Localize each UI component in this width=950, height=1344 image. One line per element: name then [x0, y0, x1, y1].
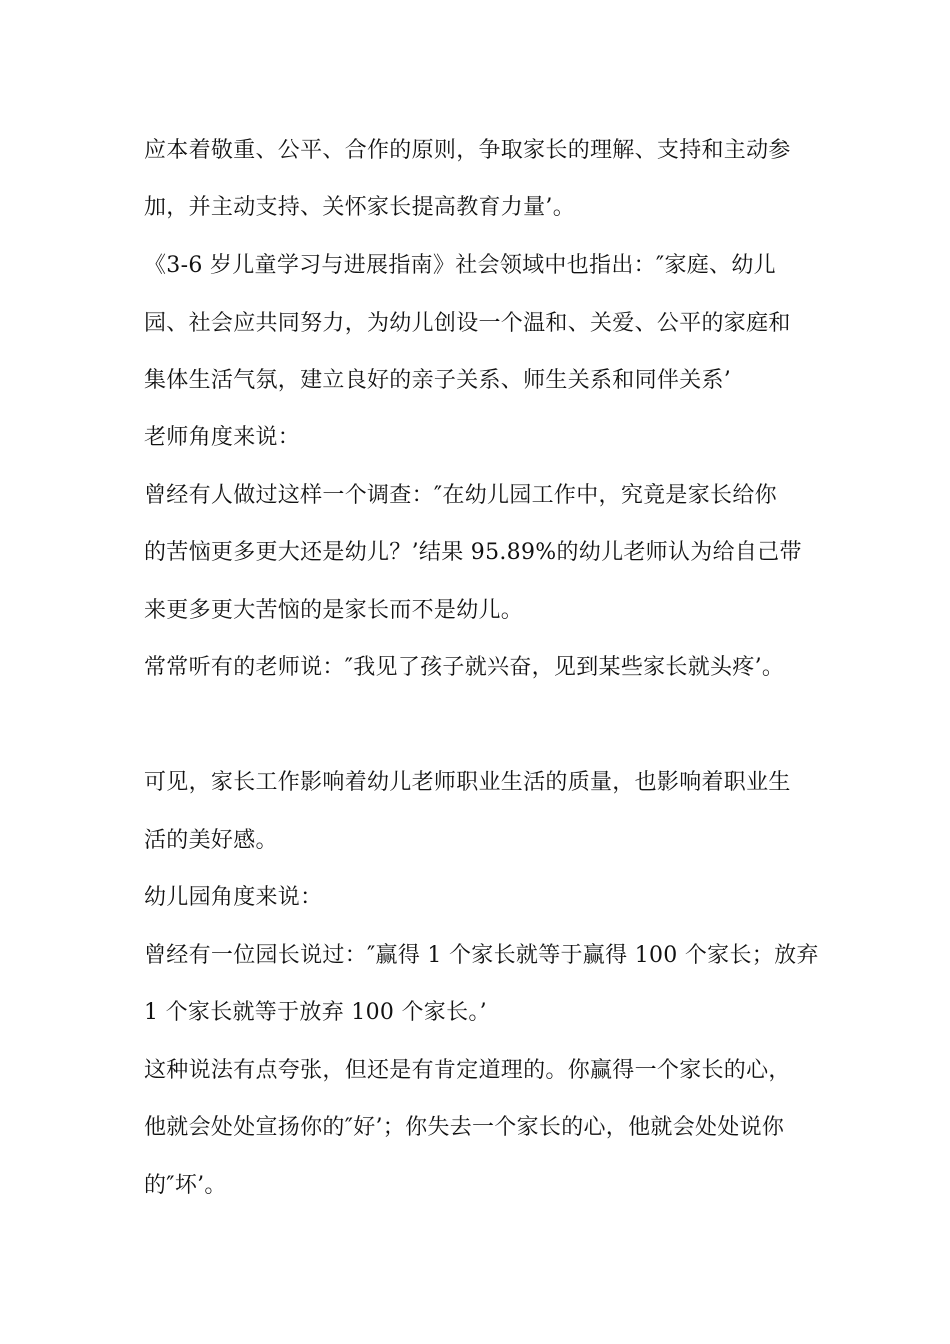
section-heading: 老师角度来说： — [144, 425, 301, 450]
text-line: 1 个家长就等于放弃 100 个家长。’ — [144, 1000, 487, 1025]
text-line: 他就会处处宣扬你的″好’；你失去一个家长的心，他就会处处说你 — [144, 1115, 785, 1140]
text-line: 活的美好感。 — [144, 828, 278, 853]
text-line: 集体生活气氛，建立良好的亲子关系、师生关系和同伴关系’ — [144, 368, 732, 393]
text-line: 曾经有一位园长说过：″赢得 1 个家长就等于赢得 100 个家长；放弃 — [144, 943, 819, 968]
text-line: 的″坏’。 — [144, 1173, 227, 1198]
text-line: 这种说法有点夸张，但还是有肯定道理的。你赢得一个家长的心， — [144, 1058, 791, 1083]
text-line: 《3-6 岁儿童学习与进展指南》社会领域中也指出：″家庭、幼儿 — [144, 253, 776, 278]
text-line: 来更多更大苦恼的是家长而不是幼儿。 — [144, 598, 524, 623]
text-line: 曾经有人做过这样一个调查：″在幼儿园工作中，究竟是家长给你 — [144, 483, 777, 508]
text-line: 可见，家长工作影响着幼儿老师职业生活的质量，也影响着职业生 — [144, 770, 791, 795]
section-heading: 幼儿园角度来说： — [144, 885, 323, 910]
text-line: 应本着敬重、公平、合作的原则，争取家长的理解、支持和主动参 — [144, 138, 791, 163]
text-line: 加，并主动支持、关怀家长提高教育力量’。 — [144, 195, 575, 220]
text-line: 的苦恼更多更大还是幼儿？’结果 95.89%的幼儿老师认为给自己带 — [144, 540, 802, 565]
text-line: 园、社会应共同努力，为幼儿创设一个温和、关爱、公平的家庭和 — [144, 311, 791, 336]
text-line: 常常听有的老师说：″我见了孩子就兴奋，见到某些家长就头疼’。 — [144, 655, 785, 680]
